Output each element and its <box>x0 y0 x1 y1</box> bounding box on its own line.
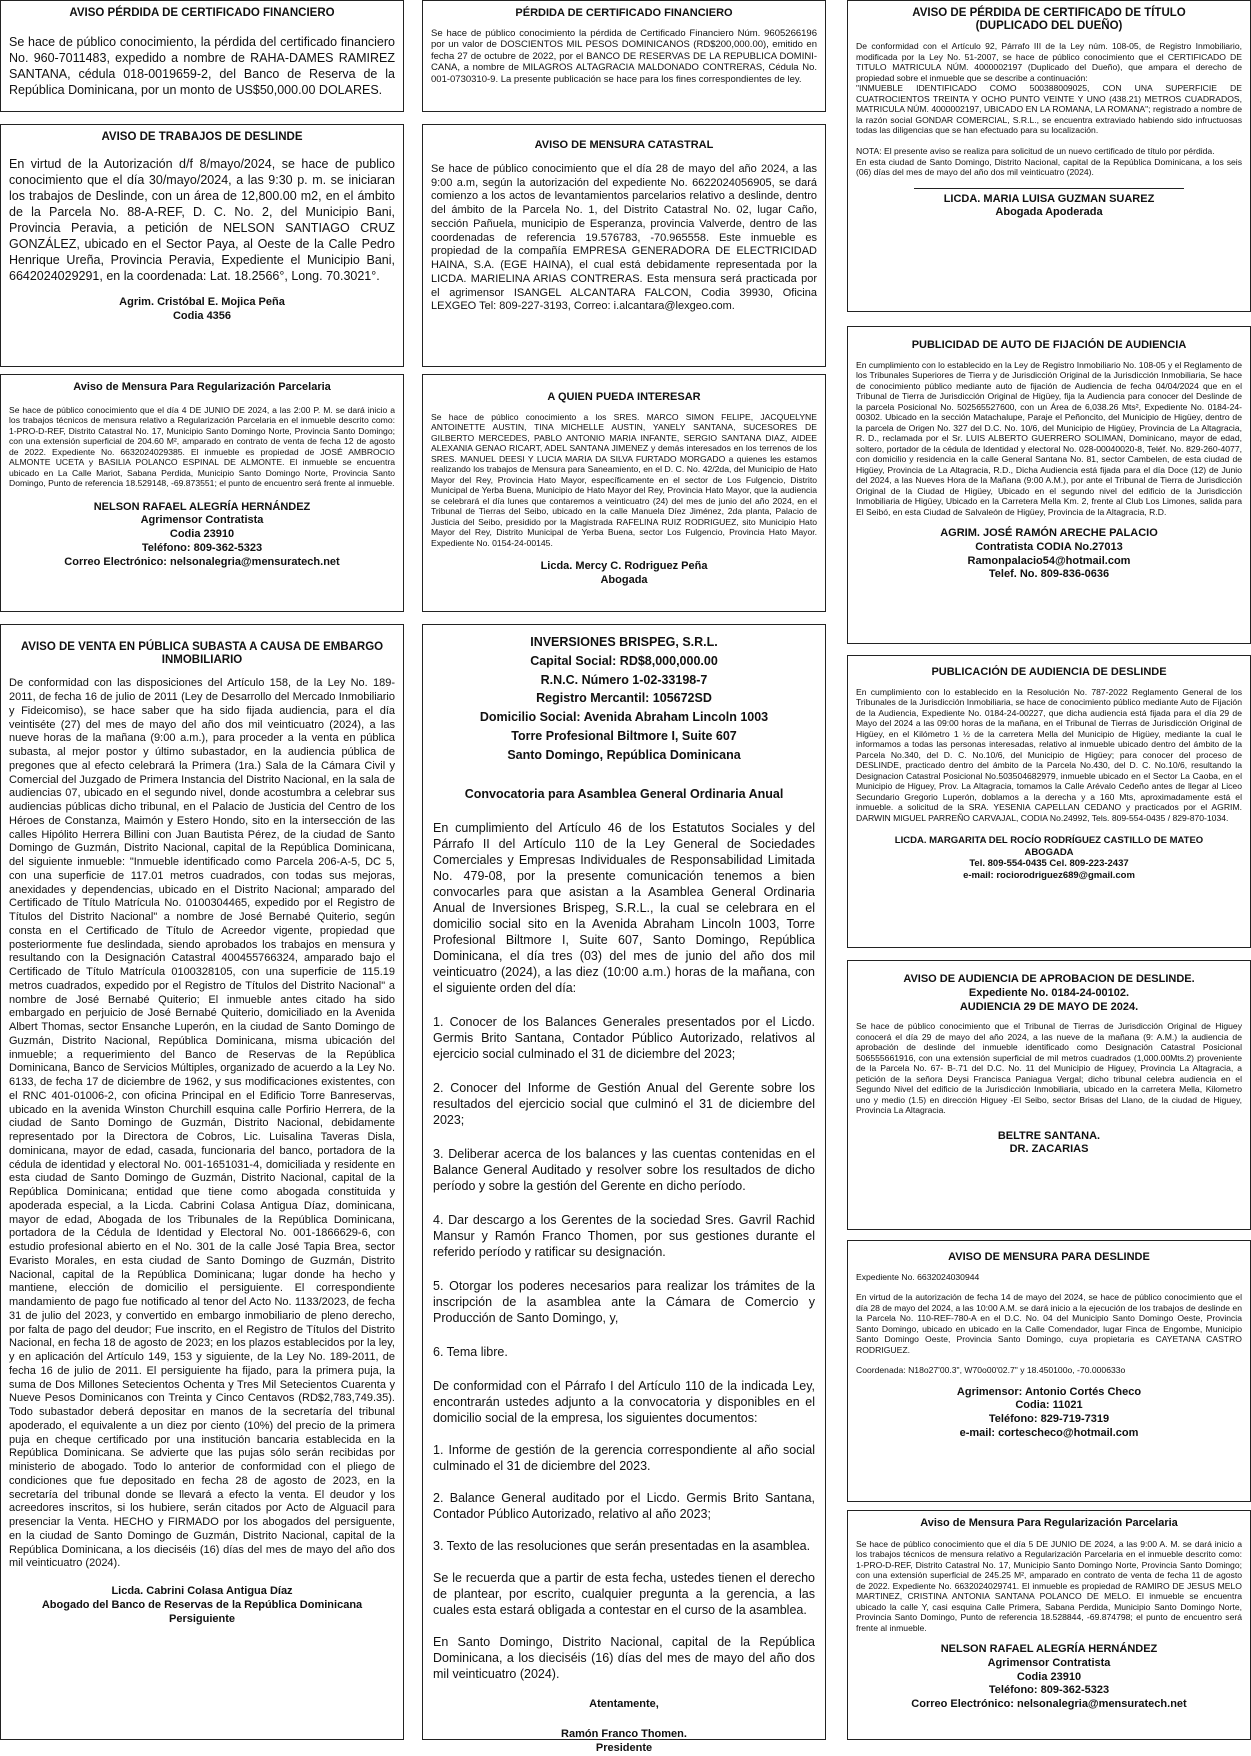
notice-signature: NELSON RAFAEL ALEGRÍA HERNÁNDEZ Agrimensor Contratista Codia 23910 Teléfono: 809-362-5323 Correo Electrónico: nelsonalegria@mensuratech.net <box>911 1643 1187 1711</box>
meeting-intro: En cumplimiento del Artículo 46 de los Estatutos Sociales y del Párrafo II del Artículo 110 de la Ley General de Sociedades Comerciales y Empresas Individuales de Responsabilidad Limitada No. 479-08, por la presente comunicación tenemos a bien convocarles para que asistan a la Asamblea General Ordinaria Anual de Inversiones Brispeg, S.R.L., la cual se celebrara en el domicilio social sito en la Avenida Abraham Lincoln 1003, Torre Profesional Biltmore I, Suite 607, Santo Domingo, República Dominicana, el día tres (03) del mes de junio del año dos mil veinticuatro (2024), a las diez (10:00 a.m.) horas de la mañana, con el siguiente orden del día: <box>433 821 815 996</box>
document-item: 2. Balance General auditado por el Licdo. Germis Brito Santana, Contador Público Autorizado, relativo al año 2023; <box>433 1491 815 1522</box>
document-item: 3. Texto de las resoluciones que serán presentadas en la asamblea. <box>433 1539 811 1554</box>
coordinates: Coordenada: N18o27'00.3", W70o00'02.7" y 18.450100o, -70.000633o <box>856 1365 1126 1376</box>
documents-intro: De conformidad con el Párrafo I del Artículo 110 de la indicada Ley, encontrarán ustedes adjunto a la convocatoria y disponibles en el domicilio social de la empresa, los siguientes documentos: <box>433 1379 815 1426</box>
notice-body: De conformidad con las disposiciones del Artículo 158, de la Ley No. 189-2011, de fecha 16 de julio de 2011 (Ley de Desarrollo del Mercado Inmobiliario y Fideicomiso), se hace saber que ha sido fijada audiencia, para el día veintiséte (27) del mes de mayo del año dos mil veinticuatro (2024), a las nueve horas de la mañana (9:00 a.m.), para proceder a la venta en pública subasta, al mejor postor y último subastador, en la audiencia pública de pregones que al efecto celebrará la Primera (1ra.) Sala de la Cámara Civil y Comercial del Juzgado de Primera Instancia del Distrito Nacional, en la sala de audiencias 07, ubicado en el segundo nivel, donde acostumbra a celebrar sus audiencias públicas dicho tribunal, en el Palacio de Justicia del Centro de los Héroes de Constanza, Maimón y Estero Hondo, sito en la intersección de las calles Hipólito Herrera Billini con Juan Bautista Pérez, de la ciudad de Santo Domingo de Guzmán, Distrito Nacional, capital de la República Dominicana, del siguiente inmueble: "Inmueble identificado como Parcela 206-A-5, DC 5, con una superficie de 117.01 metros cuadrados, con todas sus mejoras, anexidades y dependencias, ubicado en el Distrito Nacional; amparado del Certificado de Título Matrícula No. 0100304465, expedido por el Registro de Títulos del Distrito Nacional" a nombre de José Bernabé Quiterio, según consta en el Certificado de Título de Acreedor vigente, propiedad que posteriormente fue deslindada, siendo aprobados los trabajos en mensura y resultando con la Designación Catastral 400455766324, amparado bajo el Certificado de Título Matrícula 0100328105, con una superficie de 115.19 metros cuadrados, expedido por el Registro de Títulos del Distrito Nacional" a nombre de José Bernabé Quiterio; El inmueble antes citado ha sido embargado en perjuicio de José Bernabé Quiterio, domiciliado en la Avenida Albert Thomas, sector Ensanche Luperón, en la ciudad de Santo Domingo de Guzmán, Distrito Nacional, República Dominicana, misma ubicación del inmueble; a requerimiento del Banco de Reservas de la República Dominicana, Banco de Servicios Múltiples, organizado de acuerdo a la Ley No. 6133, de fecha 17 de diciembre de 1962, y sus modificaciones existentes, con el RNC 401-01006-2, con oficina Principal en el Edificio Torre Banreservas, ubicado en la avenida Winston Churchill esquina calle Porfirio Herrera, de la ciudad de Santo Domingo de Guzmán, Distrito Nacional, debidamente representado por la Directora de Cobros, Lic. Luisalina Taveras Disla, dominicana, mayor de edad, casada, funcionaria del banco, portadora de la cédula de identidad y electoral No. 001-1651031-4, domiciliada y residente en esta ciudad de Santo Domingo de Guzmán, Distrito Nacional, capital de la República Dominicana; entidad que tiene como abogada constituida y apoderada especial, a la Licda. Cabrini Colasa Antigua Díaz, dominicana, mayor de edad, Abogada de los Tribunales de la República Dominicana, portadora de la Cédula de Identidad y Electoral No. 001-1866629-6, con estudio profesional abierto en el No. 301 de la calle José Tapia Brea, sector Evaristo Morales, en esta ciudad de Santo Domingo de Guzmán, Distrito Nacional, capital de la República Dominicana; lugar donde ha hecho y mantiene, elección de domicilio el persiguiente. El correspondiente mandamiento de pago fue notificado al tenor del Acto No. 1133/2023, de fecha 31 de julio del 2023, y convertido en embargo inmobiliario de pleno derecho, por falta de pago del deudor; Fue inscrito, en el Registro de Títulos del Distrito Nacional, en fecha 18 de agosto de 2023; en los plazos establecidos por la ley, y en aplicación del Artículo 149, 153 y siguiente, de la Ley No. 189-2011, de fecha 16 de julio de 2011. El persiguiente ha fijado, para la primera puja, la suma de Dos Millones Setecientos Ochenta y Tres Mil Setecientos Cuarenta y Nueve Pesos Dominicanos con Treinta y Cinco Centavos (RD$2,783,749.35). Todo subastador deberá depositar en manos de la secretaría del tribunal apoderado, el equivalente a un diez por ciento (10%) del precio de la primera puja en cheque certificado por una institución bancaria establecida en la República Dominicana. Se advierte que las pujas sólo serán recibidas por ministerio de abogado. Todo lo anterior de conformidad con el pliego de condiciones que fue depositado en fecha 28 de agosto de 2023, en la secretaría del tribunal donde se llevará a efecto la venta. El deudor y los acreedores inscritos, si los hubiere, serán citados por Acto de Alguacil para presenciar la Venta. HECHO y FIRMADO por los abogados del persiguente, en la ciudad de Santo Domingo de Guzmán, Distrito Nacional, capital de la República Dominicana, a los dieciséis (16) días del mes de mayo del año dos mil veinticuatro (2024). <box>9 677 395 1570</box>
notice-signature: LICDA. MARGARITA DEL ROCÍO RODRÍGUEZ CASTILLO DE MATEO ABOGADA Tel. 809-554-0435 Cel. 809-223-2437 e-mail: rociorodriguez689@gmail.com <box>894 835 1204 881</box>
notice-title: AVISO DE PÉRDIDA DE CERTIFICADO DE TÍTULO (DUPLICADO DEL DUEÑO) <box>912 7 1186 33</box>
company-header: INVERSIONES BRISPEG, S.R.L. Capital Social: RD$8,000,000.00 R.N.C. Número 1-02-33198-7 Registro Mercantil: 105672SD Domicilio Social: Avenida Abraham Lincoln 1003 Torre Profesional Biltmore I, Suite 607 Santo Domingo, República Dominicana <box>479 635 769 762</box>
notice-hearing-order <box>847 326 1251 644</box>
notice-survey-for-boundary <box>847 1240 1251 1502</box>
notice-body: Se hace de público conocimiento que el día 4 DE JUNIO DE 2024, a las 2:00 P. M. se dará inicio a los trabajos técnicos de mensura relativo a Regularización Parcelaria en el inmueble descrito como: 1-PRO-D-REF, Distrito Catastral No. 17, Municipio Santo Domingo Norte, Provincia Santo Domingo; con una extensión superficial de 204.60 M², amparado en contrato de venta de fecha 12 de agosto de 2022. Expediente No. 6632024029385. El inmueble es propiedad de JOSÉ AMBROCIO ALMONTE UCETA y BASILIA POLANCO ESPINAL DE ALMONTE. El inmueble se encuentra ubicado en La Calle Mariot, Sabana Perdida, Municipio Santo Domingo Norte, Provincia Santo Domingo, Punto de referencia 18.529148, -69.873551; el punto de encuentro será frente al inmueble. <box>9 404 395 489</box>
notice-body: Se hace de público conocimiento que el Tribunal de Tierras de Jurisdicción Original de Higuey conocerá el día 29 de mayo del año 2024, a las nueve de la mañana (9: A.M.) la audiencia de aprobación de deslinde del inmueble identificado como Designación Catastral Posicional 506555661916, con una extensión superficial de mil metros cuadrados (1,000.00Mts.2) proveniente de la Parcela No. 67- B-.71 del D.C. No. 11 del Municipio de Higuey, Provincia La Altagracia, a petición de la señora Deysi Francisca Paniagua Vergal; dicho tribunal celebra audiencia en el Segundo Nivel del edificio de la Jurisdicción Inmobiliaria, ubicado en la carretera Mella, Kilometro uno y medio (1.5) en dirección Higuey -El Seibo, sector Brisas del Llano, de la ciudad de Higuey, Provincia La Altagracia. <box>856 1021 1242 1116</box>
notice-title: A QUIEN PUEDA INTERESAR <box>547 391 701 403</box>
reminder-text: Se le recuerda que a partir de esta fecha, ustedes tienen el derecho de plantear, por escrito, cualquier pregunta a la gerencia, a las cuales esta estará obligada a contestar en el curso de la asamblea. <box>433 1571 815 1618</box>
notice-title: Aviso de Mensura Para Regularización Parcelaria <box>73 381 331 393</box>
farewell: Atentamente, <box>589 1698 659 1711</box>
notice-cadastral-survey <box>422 124 826 367</box>
notice-title: AVISO DE AUDIENCIA DE APROBACION DE DESLINDE. Expediente No. 0184-24-00102. AUDIENCIA 29 DE MAYO DE 2024. <box>903 973 1195 1013</box>
agenda-item: 5. Otorgar los poderes necesarios para realizar los trámites de la inscripción de la asamblea ante la Cámara de Comercio y Producción de Santo Domingo, y, <box>433 1279 815 1326</box>
notice-title: AVISO PÉRDIDA DE CERTIFICADO FINANCIERO <box>69 7 335 19</box>
notice-lost-certificate-2 <box>422 0 826 112</box>
notice-signature: Licda. Cabrini Colasa Antigua Díaz Abogado del Banco de Reservas de la República Dominicana Persiguiente <box>41 1585 363 1625</box>
notice-lost-title-duplicate <box>847 0 1251 312</box>
notice-title: PÉRDIDA DE CERTIFICADO FINANCIERO <box>515 7 733 19</box>
notice-title: PUBLICIDAD DE AUTO DE FIJACIÓN DE AUDIENCIA <box>911 339 1187 351</box>
signature-line <box>914 188 1184 189</box>
closing-text: En Santo Domingo, Distrito Nacional, capital de la República Dominicana, a los dieciséis (16) días del mes de mayo del año dos mil veinticuatro (2024). <box>433 1635 815 1682</box>
notice-signature: Agrim. Cristóbal E. Mojica Peña Codia 4356 <box>119 296 285 322</box>
notice-body: En virtud de la Autorización d/f 8/mayo/2024, se hace de publico conocimiento que el día 30/mayo/2024, a las 9:30 p. m. se iniciaran los trabajos de Deslinde, con un área de 12,800.00 m2, en el ámbito de la Parcela No. 88-A-REF, D. C. No. 2, del Municipio Bani, Provincia Peravia, a petición de NELSON SANTIAGO CRUZ GONZÁLEZ, ubicado en el Sector Paya, al Oeste de la Calle Pedro Henrique Ureña, Provincia Peravia, Expediente el Municipio Bani, 6642024029291, en la coordenada: Lat. 18.2566°, Long. 70.3021°. <box>9 157 395 284</box>
notice-title: Aviso de Mensura Para Regularización Parcelaria <box>920 1517 1178 1529</box>
notice-body: Se hace de público conocimiento que el día 28 de mayo del año 2024, a las 9:00 a.m, según la autorización del expediente No. 6622024056905, se dará comienzo a los actos de levantamientos parcelarios relativo a deslinde, dentro del ámbito de la Parcela No. 1, del Distrito Catastral No. 02, lugar Caño, sección Pañuela, municipio de Esperanza, provincia Valverde, dentro de las coordenadas de referencia 19.576783, -70.965558. Este inmueble es propiedad de la compañía EMPRESA GENERADORA DE ELECTRICIDAD HAINA, S.A. (EGE HAINA), el cual está debidamente representada por la LICDA. MARIELINA ARIAS CONTRERAS. Esta mensura será practicada por el agrimensor ISANGEL ALCANTARA FALCON, Codia 39930, Oficina LEXGEO Tel: 809-227-3193, Correo: i.alcantara@lexgeo.com. <box>431 162 817 313</box>
notice-boundary-approval <box>847 960 1251 1230</box>
notice-signature: AGRIM. JOSÉ RAMÓN ARECHE PALACIO Contratista CODIA No.27013 Ramonpalacio54@hotmail.com Telef. No. 809-836-0636 <box>940 527 1158 581</box>
notice-body: Se hace de público conocimiento que el día 5 DE JUNIO DE 2024, a las 9:00 A. M. se dará inicio a los trabajos técnicos de mensura relativo a Regularización Parcelaria en el inmueble descrito como: 1-PRO-D-REF, Distrito Catastral No. 17, Municipio Santo Domingo Norte, Provincia Santo Domingo; con una extensión superficial de 245.25 M², amparado en contrato de venta de fecha 11 de agosto de 2022. Expediente No. 6632024029741. El inmueble es propiedad de RAMIRO DE JESUS MELO MARTINEZ, CRISTINA ANTONIA SANTANA POLANCO DE MELO. El inmueble se encuentra ubicado la calle Y, casi esquina Calle Primera, Sabana Perdida, Municipio Santo Domingo Norte, Provincia Santo Domingo, Punto de referencia 18.528844, -69.874798; el punto de encuentro será frente al inmueble. <box>856 1538 1242 1633</box>
notice-lost-financial-certificate <box>0 0 404 112</box>
expedient-number: Expediente No. 6632024030944 <box>856 1271 980 1282</box>
notice-title: AVISO DE TRABAJOS DE DESLINDE <box>101 131 303 143</box>
notice-body: Se hace de público conocimiento la pérdida de Certificado Financiero Núm. 9605266196 por un valor de DOSCIENTOS MIL PESOS DOMINICANOS (RD$200,000.00), emitido en fecha 27 de octubre de 2022, por el BANCO DE RESERVAS DE LA REPUBLICA DOMINI-CANA, a nombre de MILAGROS ALTAGRACIA MALDONADO CONTRERAS, Cédula No. 001-0730310-9. La presente publicación se hace para los fines correspondientes de ley. <box>431 27 817 86</box>
notice-to-whom-it-may-concern <box>422 374 826 612</box>
notice-body: Se hace de público conocimiento, la pérdida del certificado financiero No. 960-7011483, expedido a nombre de RAHA-DAMES RAMIREZ SANTANA, cédula 018-0019659-2, del Banco de Reserva de la República Dominicana, por un monto de US$50,000.00 DOLARES. <box>9 35 395 98</box>
notice-boundary-hearing <box>847 655 1251 948</box>
notice-parcel-regularization-2 <box>847 1510 1251 1740</box>
notice-signature: Ramón Franco Thomen. Presidente <box>561 1728 687 1754</box>
notice-signature: Agrimensor: Antonio Cortés Checo Codia: 11021 Teléfono: 829-719-7319 e-mail: cortescheco@hotmail.com <box>956 1385 1142 1439</box>
notice-body: De conformidad con el Artículo 92, Párrafo III de la Ley núm. 108-05, de Registro Inmobiliario, modificada por la Ley No. 51-2007, se hace de público conocimiento que el CERTIFICADO DE TITULO MATRICULA NÚM. 4000002197 (Duplicado del Dueño), que ampara el derecho de propiedad sobre el inmueble que se describe a continuación: "INMUEBLE IDENTIFICADO COMO 500388009025, CON UNA SUPERFICIE DE CUATROCIENTOS TREINTA Y OCHO PUNTO VEINTE Y UNO (438.21) METROS CUADRADOS, MATRICULA NÚM. 4000002197, UBICADO EN LA ROMANA, LA ROMANA"; registrado a nombre de la razón social GONDAR COMERCIAL, S.R.L., se encuentra extraviado habiendo sido infructuosas todas las diligencias que se han efectuado para su localización. NOTA: El presente aviso se realiza para solicitud de un nuevo certificado de título por pérdida. En esta ciudad de Santo Domingo, Distrito Nacional, capital de la República Dominicana, a los seis (06) días del mes de mayo del año dos mil veinticuatro (2024). <box>856 41 1242 178</box>
agenda-item: 6. Tema libre. <box>433 1345 508 1360</box>
agenda-item: 2. Conocer del Informe de Gestión Anual del Gerente sobre los resultados del ejercicio social que culminó el 31 de diciembre del 2023; <box>433 1081 815 1128</box>
notice-body: Se hace de público conocimiento a los SRES. MARCO SIMON FELIPE, JACQUELYNE ANTOINETTE AUSTIN, TINA MICHELLE AUSTIN, YANELY SANTANA, SUCESORES DE GILBERTO MERCEDES, PABLO ANTONIO MARIA INFANTE, SERGIO SANTANA DIAZ, AIDEE ALEXANIA GENAO RICART, ADEL SANTANA JIMENEZ y demás interesados en los terrenos de los SRES. MANUEL DEESI Y LUCIA MARIA DA SILVA FURTADO MORGADO a quienes les estamos realizando los trabajos de Mensura para Saneamiento, en el D. C. No. 42/2da, del Municipio de Hato Mayor del Rey, Provincia Hato Mayor, específicamente en el sector de Los Fulgencio, Distrito Municipal de Yerba Buena, Municipio de Hato Mayor del Rey, Provincia Hato Mayor, que la audiencia se celebrará el día lunes que contaremos a veinticuatro (24) del mes de junio del año 2024, en el Tribunal de Tierras del Seibo, ubicado en la calle Manuela Díez Jiménez, 2da planta, Palacio de Justicia del Seibo, presidido por la Magistrada RAFELINA RUIZ RODRIGUEZ, sito Municipio Hato Mayor del Rey, Distrito Municipal de Yerba Buena, sector Los Fulgencio, Provincia Hato Mayor. Expediente No. 0154-24-00145. <box>431 411 817 548</box>
agenda-item: 4. Dar descargo a los Gerentes de la sociedad Sres. Gavril Rachid Mansur y Ramón Franco Thomen, por sus gestiones durante el referido período y ratificar su designación. <box>433 1213 815 1260</box>
notice-title: AVISO DE MENSURA CATASTRAL <box>534 139 714 151</box>
notice-parcel-regularization <box>0 374 404 612</box>
notice-signature: NELSON RAFAEL ALEGRÍA HERNÁNDEZ Agrimensor Contratista Codia 23910 Teléfono: 809-362-5323 Correo Electrónico: nelsonalegria@mensuratech.net <box>64 500 340 568</box>
agenda-item: 3. Deliberar acerca de los balances y las cuentas contenidas en el Balance General Auditado y resolver sobre los resultados de dicho período y sobre la gestión del Gerente en dicho período. <box>433 1147 815 1194</box>
notice-title: AVISO DE VENTA EN PÚBLICA SUBASTA A CAUSA DE EMBARGO INMOBILIARIO <box>20 641 384 667</box>
notice-shareholders-meeting <box>422 624 826 1754</box>
notice-public-auction <box>0 624 404 1740</box>
agenda-item: 1. Conocer de los Balances Generales presentados por el Licdo. Germis Brito Santana, Contador Público Autorizado, relativos al ejercicio social culminado el 31 de diciembre del 2023; <box>433 1015 815 1062</box>
notice-signature: LICDA. MARIA LUISA GUZMAN SUAREZ Abogada Apoderada <box>943 192 1155 219</box>
document-item: 1. Informe de gestión de la gerencia correspondiente al año social culminado el 31 de diciembre del 2023. <box>433 1443 815 1474</box>
notice-boundary-works <box>0 124 404 367</box>
notice-title: PUBLICACIÓN DE AUDIENCIA DE DESLINDE <box>931 666 1167 678</box>
notice-signature: BELTRE SANTANA. DR. ZACARIAS <box>997 1129 1101 1156</box>
meeting-subtitle: Convocatoria para Asamblea General Ordinaria Anual <box>464 787 784 802</box>
notice-body: En virtud de la autorización de fecha 14 de mayo del 2024, se hace de público conocimiento que el día 28 de mayo del 2024, a las 10:00 A.M. se dará inicio a la ejecución de los trabajos de deslinde en la Parcela No. 110-REF-780-A en el D.C. No. 04 del Municipio Santo Domingo Oeste, Provincia Santo Domingo, ubicado en ubicado en la Calle Comendador, lugar Finca de Engombe, Municipio Santo Domingo Oeste, Provincia Santo Domingo, cuya propietaria es CAYETANA CASTRO RODRIGUEZ. <box>856 1292 1242 1355</box>
notice-signature: Licda. Mercy C. Rodriguez Peña Abogada <box>540 560 708 586</box>
notice-body: En cumplimiento con lo establecido en la Ley de Registro Inmobiliario No. 108-05 y el Reglamento de los Tribunales Superiores de Tierra y de Jurisdicción Original de la Jurisdicción Inmobiliaria, Se hace de conocimiento público mediante auto de fijación de Audiencia de fecha 04/04/2024 que en el Tribunal de Tierra de Jurisdicción Original de Higüey, fija la Audiencia para conocer del Deslinde de la parcela Posicional No. 502565527600, con un Área de 6,038.26 Mts², Expediente No. 0184-24-00302. Ubicado en la sección Matachalupe, Paraje el Peñoncito, del Municipio de Higüey, dentro de la parcela de Origen No. 327 del D.C. No. 10/6, del Municipio de Higüey, Provincia de La Altagracia, R. D., reclamada por el Sr. LUIS ALBERTO GUERRERO SOLIMAN, Dominicano, mayor de edad, soltero, portador de la cédula de Identidad y electoral No. 028-00040020-8, Teléf. No. 829-260-4077, con domicilio y residencia en la calle General Santana No. 81, sector Cambelen, de esta ciudad de Higüey, Provincia de La Altagracia, R.D., Dicha Audiencia está fijada para el día Doce (12) de Junio del 2024, a las Nueves Hora de la Mañana (9:00 A.M.), por ante el Tribunal de Tierra de Jurisdicción Original de la Ciudad de Higüey, Ubicado en el segundo nivel del edificio de la Jurisdicción Inmobiliaria de Higüey, Ubicado en la Carretera Mella Km. 2, frente al Club Los Limones, salida para El Seibó, en esta Ciudad de Salvaleón de Higüey, Provincia de la Altagracia, R.D. <box>856 359 1242 517</box>
notice-body: En cumplimiento con lo establecido en la Resolución No. 787-2022 Reglamento General de los Tribunales de la Jurisdicción Inmobiliaria, se hace de conocimiento público mediante Auto de Fijación de la Audiencia, Expediente No. 0184-24-00227, que dicha audiencia está fijada para el día 29 de Mayo del 2024 a las 09:00 horas de la mañana, en el Tribunal de Tierras de Jurisdicción Original de Higüey, en el Kilómetro 1 ½ de la carretera Mella del Municipio de Higüey, mediante la cual le informamos a todas las personas interesadas, relativo al inmueble ubicado dentro del ámbito de la Parcela No.340, del D. C. No.10/6, del Municipio de Higüey; para conocer del proceso de DESLINDE, practicado dentro del ámbito de la Parcela No.430, del D. C. No.10/6, resultando la Designacion Catastral Posicional No.503504682979, inmueble ubicado en el Sector La Caoba, en el Municipio de Higuey, Prov. La Altagracia, tomamos la Calle Arévalo Cedeño antes de llegar al Liceo Secundario Gregorio Luperón, doblamos a la derecha y a 160 Mts, aproximadamente está el inmueble. a solicitud de la SRA. YESENIA CAPELLAN CEDANO y practicados por el AGRIM. DARWIN MIGUEL PARREÑO CARVAJAL, CODIA No.24992, Tels. 809-554-0435 / 829-870-1034. <box>856 686 1242 823</box>
notice-title: AVISO DE MENSURA PARA DESLINDE <box>948 1251 1150 1263</box>
